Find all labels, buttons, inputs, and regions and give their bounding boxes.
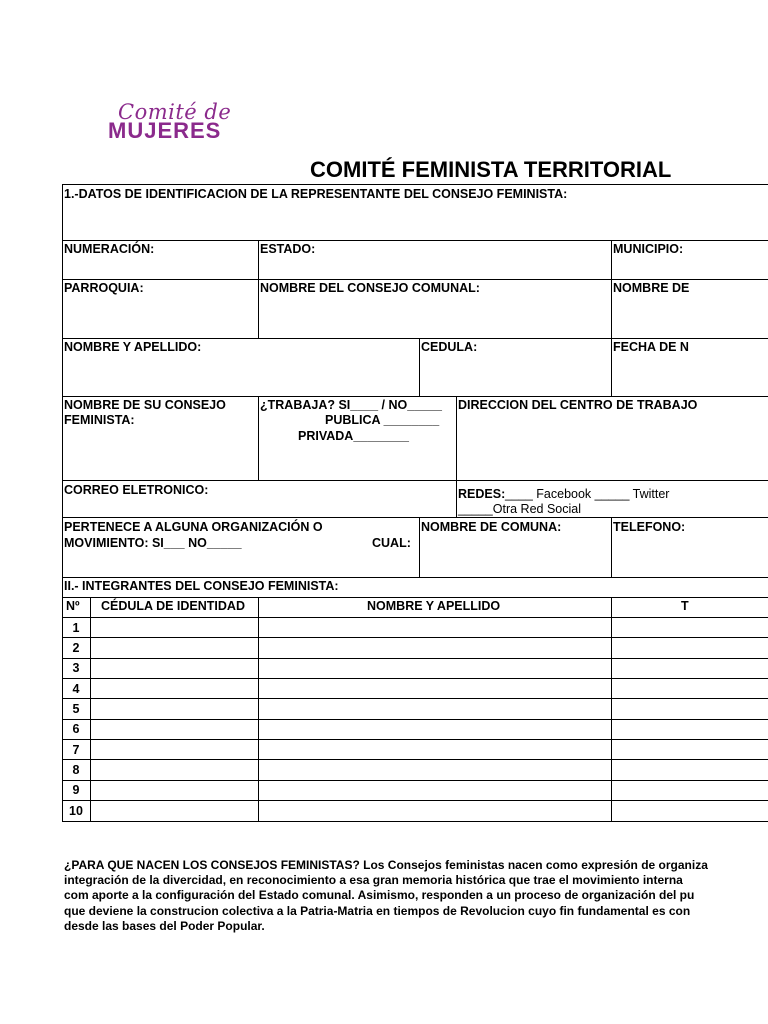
row-number: 5 <box>72 702 80 716</box>
estado-label: ESTADO: <box>260 242 316 256</box>
col-t: T <box>681 599 689 613</box>
section1-heading: 1.-DATOS DE IDENTIFICACION DE LA REPRESENTANTE DEL CONSEJO FEMINISTA: <box>64 187 568 201</box>
col-cedula: CÉDULA DE IDENTIDAD <box>101 599 245 613</box>
paragraph-line: ¿PARA QUE NACEN LOS CONSEJOS FEMINISTAS? Los Consejos feministas nacen como expresión de organiza <box>64 858 708 872</box>
redes-line-1: ____ Facebook _____ Twitter <box>505 487 670 501</box>
correo-label: CORREO ELETRONICO: <box>64 483 209 497</box>
row-number: 3 <box>72 661 80 675</box>
publica-label: PUBLICA ________ <box>325 413 440 427</box>
row-number: 1 <box>72 621 80 635</box>
direccion-label: DIRECCION DEL CENTRO DE TRABAJO <box>458 398 698 412</box>
paragraph-line: com aporte a la configuración del Estado comunal. Asimismo, responden a un proceso de organización del pu <box>64 888 695 903</box>
row-number: 9 <box>72 783 80 797</box>
section2-heading: II.- INTEGRANTES DEL CONSEJO FEMINISTA: <box>64 579 339 593</box>
nombre-apellido-label: NOMBRE Y APELLIDO: <box>64 340 202 354</box>
paragraph-line: integración de la divercidad, en reconocimiento a esa gran memoria histórica que trae el movimiento interna <box>64 873 683 888</box>
nombre-de-label: NOMBRE DE <box>613 281 690 295</box>
row-number: 8 <box>72 763 80 777</box>
col-numero: Nº <box>66 599 80 613</box>
consejo-feminista-label-2: FEMINISTA: <box>64 413 135 427</box>
redes-line-2: _____Otra Red Social <box>458 502 581 516</box>
privada-label: PRIVADA________ <box>298 429 409 443</box>
info-paragraph <box>64 858 708 934</box>
row-number: 10 <box>69 804 83 818</box>
row-number: 7 <box>72 743 80 757</box>
parroquia-label: PARROQUIA: <box>64 281 144 295</box>
paragraph-line: que deviene la construcion colectiva a la Patria-Matria en tiempos de Revolucion cuyo fin fundamental es con <box>64 903 691 918</box>
numeracion-label: NUMERACIÓN: <box>64 242 155 256</box>
pertenece-label-2: MOVIMIENTO: SI___ NO_____ <box>64 536 242 550</box>
telefono-label: TELEFONO: <box>613 520 686 534</box>
pertenece-label-1: PERTENECE A ALGUNA ORGANIZACIÓN O <box>64 520 323 534</box>
municipio-label: MUNICIPIO: <box>613 242 684 256</box>
redes-label: REDES: <box>458 487 506 501</box>
consejo-feminista-label-1: NOMBRE DE SU CONSEJO <box>64 398 226 412</box>
row-number: 4 <box>72 682 80 696</box>
row-number: 6 <box>72 722 80 736</box>
col-nombre: NOMBRE Y APELLIDO <box>367 599 501 613</box>
row-number: 2 <box>72 641 80 655</box>
cedula-label: CEDULA: <box>421 340 478 354</box>
fecha-label: FECHA DE N <box>613 340 689 354</box>
logo-line-2: MUJERES <box>108 118 222 143</box>
paragraph-line: desde las bases del Poder Popular. <box>64 918 265 933</box>
trabaja-label: ¿TRABAJA? SI____ / NO_____ <box>260 398 443 412</box>
cual-label: CUAL: <box>372 536 411 550</box>
logo-line-1: Comité de <box>118 100 232 124</box>
comuna-label: NOMBRE DE COMUNA: <box>421 520 562 534</box>
page-title: COMITÉ FEMINISTA TERRITORIAL <box>310 157 672 182</box>
consejo-comunal-label: NOMBRE DEL CONSEJO COMUNAL: <box>260 281 480 295</box>
